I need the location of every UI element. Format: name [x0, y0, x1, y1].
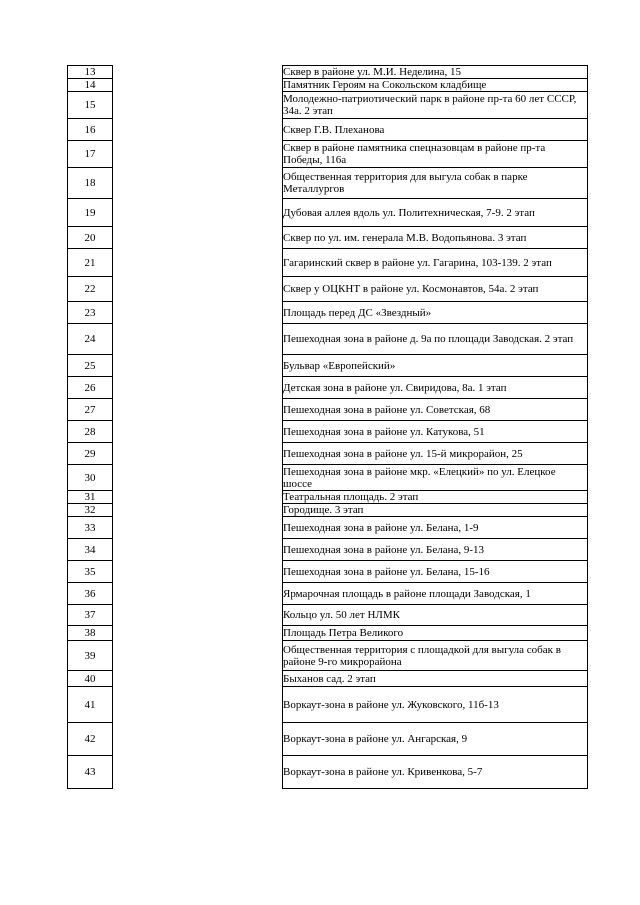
blank-gap-cell [113, 399, 283, 421]
row-number: 28 [68, 421, 113, 443]
blank-gap-cell [113, 504, 283, 517]
table-row [68, 199, 588, 227]
territory-name: Молодежно-патриотический парк в районе пр-та 60 лет СССР, 34а. 2 этап [283, 92, 588, 119]
table-row [68, 168, 588, 199]
blank-gap-cell [113, 227, 283, 249]
territory-name: Общественная территория для выгула собак в парке Металлургов [283, 168, 588, 199]
territory-name: Воркаут-зона в районе ул. Жуковского, 11б-13 [283, 687, 588, 723]
territory-name: Ярмарочная площадь в районе площади Заводская, 1 [283, 583, 588, 605]
table-row [68, 443, 588, 465]
territory-name: Театральная площадь. 2 этап [283, 491, 588, 504]
row-number: 33 [68, 517, 113, 539]
territory-name: Воркаут-зона в районе ул. Ангарская, 9 [283, 723, 588, 756]
territory-name: Бульвар «Европейский» [283, 355, 588, 377]
territory-name: Пешеходная зона в районе мкр. «Елецкий» по ул. Елецкое шоссе [283, 465, 588, 491]
blank-gap-cell [113, 687, 283, 723]
blank-gap-cell [113, 605, 283, 626]
territory-name: Пешеходная зона в районе д. 9а по площади Заводская. 2 этап [283, 324, 588, 355]
table-row [68, 227, 588, 249]
territory-name: Общественная территория с площадкой для выгула собак в районе 9-го микрорайона [283, 641, 588, 671]
territory-name: Воркаут-зона в районе ул. Кривенкова, 5-7 [283, 756, 588, 789]
territory-name: Площадь перед ДС «Звездный» [283, 302, 588, 324]
territory-name: Сквер в районе памятника спецназовцам в районе пр-та Победы, 116а [283, 141, 588, 168]
table-row [68, 561, 588, 583]
territory-name: Сквер у ОЦКНТ в районе ул. Космонавтов, 54а. 2 этап [283, 277, 588, 302]
table-row [68, 377, 588, 399]
blank-gap-cell [113, 302, 283, 324]
blank-gap-cell [113, 92, 283, 119]
table-row [68, 605, 588, 626]
blank-gap-cell [113, 756, 283, 789]
territory-name: Пешеходная зона в районе ул. Катукова, 51 [283, 421, 588, 443]
table-row [68, 92, 588, 119]
blank-gap-cell [113, 583, 283, 605]
blank-gap-cell [113, 671, 283, 687]
table-row [68, 626, 588, 641]
territory-name: Сквер Г.В. Плеханова [283, 119, 588, 141]
table-row [68, 324, 588, 355]
territory-name: Площадь Петра Великого [283, 626, 588, 641]
row-number: 42 [68, 723, 113, 756]
blank-gap-cell [113, 626, 283, 641]
row-number: 36 [68, 583, 113, 605]
territory-name: Памятник Героям на Сокольском кладбище [283, 79, 588, 92]
table-row [68, 465, 588, 491]
blank-gap-cell [113, 641, 283, 671]
row-number: 26 [68, 377, 113, 399]
row-number: 17 [68, 141, 113, 168]
table-row [68, 355, 588, 377]
table-row [68, 517, 588, 539]
blank-gap-cell [113, 491, 283, 504]
row-number: 13 [68, 66, 113, 79]
blank-gap-cell [113, 421, 283, 443]
row-number: 14 [68, 79, 113, 92]
table-row [68, 119, 588, 141]
territory-name: Дубовая аллея вдоль ул. Политехническая, 7-9. 2 этап [283, 199, 588, 227]
row-number: 43 [68, 756, 113, 789]
table-row [68, 641, 588, 671]
blank-gap-cell [113, 277, 283, 302]
table-row [68, 421, 588, 443]
territory-name: Кольцо ул. 50 лет НЛМК [283, 605, 588, 626]
blank-gap-cell [113, 443, 283, 465]
table-row [68, 723, 588, 756]
row-number: 20 [68, 227, 113, 249]
table-row [68, 141, 588, 168]
row-number: 16 [68, 119, 113, 141]
table-row [68, 249, 588, 277]
territory-name: Пешеходная зона в районе ул. Белана, 1-9 [283, 517, 588, 539]
row-number: 29 [68, 443, 113, 465]
table-row [68, 504, 588, 517]
row-number: 15 [68, 92, 113, 119]
table-row [68, 399, 588, 421]
territory-name: Гагаринский сквер в районе ул. Гагарина, 103-139. 2 этап [283, 249, 588, 277]
blank-gap-cell [113, 199, 283, 227]
territory-name: Быханов сад. 2 этап [283, 671, 588, 687]
row-number: 22 [68, 277, 113, 302]
territories-table [67, 65, 588, 789]
row-number: 35 [68, 561, 113, 583]
table-row [68, 277, 588, 302]
blank-gap-cell [113, 79, 283, 92]
territory-name: Пешеходная зона в районе ул. Советская, 68 [283, 399, 588, 421]
table-row [68, 687, 588, 723]
territory-name: Пешеходная зона в районе ул. 15-й микрорайон, 25 [283, 443, 588, 465]
territory-name: Сквер по ул. им. генерала М.В. Водопьянова. 3 этап [283, 227, 588, 249]
row-number: 23 [68, 302, 113, 324]
blank-gap-cell [113, 324, 283, 355]
table-row [68, 302, 588, 324]
territory-name: Сквер в районе ул. М.И. Неделина, 15 [283, 66, 588, 79]
table-row [68, 66, 588, 79]
blank-gap-cell [113, 561, 283, 583]
row-number: 34 [68, 539, 113, 561]
territory-name: Пешеходная зона в районе ул. Белана, 9-13 [283, 539, 588, 561]
row-number: 31 [68, 491, 113, 504]
row-number: 39 [68, 641, 113, 671]
territories-table-body [68, 66, 588, 789]
blank-gap-cell [113, 355, 283, 377]
blank-gap-cell [113, 168, 283, 199]
row-number: 19 [68, 199, 113, 227]
territory-name: Детская зона в районе ул. Свиридова, 8а. 1 этап [283, 377, 588, 399]
row-number: 30 [68, 465, 113, 491]
row-number: 41 [68, 687, 113, 723]
row-number: 32 [68, 504, 113, 517]
table-row [68, 583, 588, 605]
table-row [68, 79, 588, 92]
row-number: 27 [68, 399, 113, 421]
territory-name: Пешеходная зона в районе ул. Белана, 15-16 [283, 561, 588, 583]
territory-name: Городище. 3 этап [283, 504, 588, 517]
blank-gap-cell [113, 465, 283, 491]
blank-gap-cell [113, 517, 283, 539]
table-row [68, 756, 588, 789]
blank-gap-cell [113, 141, 283, 168]
blank-gap-cell [113, 119, 283, 141]
row-number: 24 [68, 324, 113, 355]
blank-gap-cell [113, 66, 283, 79]
table-row [68, 671, 588, 687]
row-number: 25 [68, 355, 113, 377]
blank-gap-cell [113, 539, 283, 561]
table-row [68, 539, 588, 561]
row-number: 38 [68, 626, 113, 641]
row-number: 18 [68, 168, 113, 199]
row-number: 37 [68, 605, 113, 626]
blank-gap-cell [113, 723, 283, 756]
table-row [68, 491, 588, 504]
row-number: 21 [68, 249, 113, 277]
blank-gap-cell [113, 377, 283, 399]
blank-gap-cell [113, 249, 283, 277]
row-number: 40 [68, 671, 113, 687]
